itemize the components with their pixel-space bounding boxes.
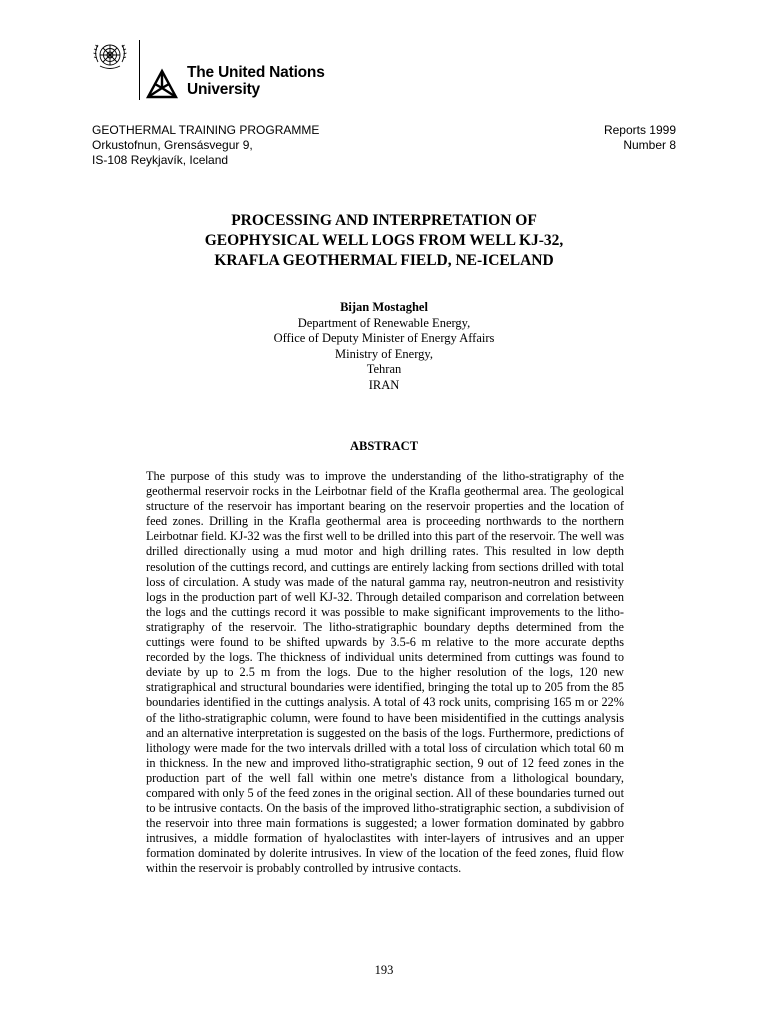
author-block — [0, 300, 768, 393]
title-line: GEOPHYSICAL WELL LOGS FROM WELL KJ-32, — [204, 232, 564, 249]
paper-title — [0, 211, 768, 271]
un-emblem-icon — [92, 38, 128, 74]
author-name: Bijan Mostaghel — [340, 300, 428, 314]
logo-divider — [139, 40, 140, 100]
report-series: Reports 1999 — [603, 123, 676, 137]
affiliation-line: Ministry of Energy, — [335, 346, 433, 361]
logo-block — [92, 38, 352, 104]
affiliation-line: IRAN — [368, 377, 400, 392]
report-info — [604, 123, 676, 153]
page-number: 193 — [374, 963, 394, 977]
abstract-heading: ABSTRACT — [349, 439, 419, 453]
affiliation-line: Office of Deputy Minister of Energy Affairs — [273, 331, 495, 345]
address-street: Orkustofnun, Grensásvegur 9, — [92, 138, 253, 152]
report-number: Number 8 — [623, 138, 676, 152]
programme-name: GEOTHERMAL TRAINING PROGRAMME — [92, 123, 320, 137]
institution-name-line1: The United Nations — [187, 64, 325, 81]
address-city: IS-108 Reykjavík, Iceland — [92, 153, 229, 167]
programme-address — [92, 123, 319, 168]
affiliation-line: Department of Renewable Energy, — [297, 315, 471, 330]
institution-name — [187, 64, 325, 98]
title-line: KRAFLA GEOTHERMAL FIELD, NE-ICELAND — [214, 252, 554, 269]
unu-mark-icon — [145, 68, 179, 102]
title-line: PROCESSING AND INTERPRETATION OF — [231, 212, 537, 229]
institution-name-line2: University — [187, 81, 260, 98]
affiliation-line: Tehran — [366, 362, 402, 376]
abstract-body: The purpose of this study was to improve the understanding of the litho-stratigraphy of the geothermal reservoir rocks in the Leirbotnar field of the Krafla geothermal area. The geological structure of the reservoir has important bearing on the reservoir properties and the location of feed zones. Drilling in the Krafla geothermal area is proceeding northwards to the northern Leirbotnar field. KJ-32 was the first well to be drilled into this part of the reservoir. The well was drilled directionally using a mud motor and high drilling rates. This resulted in low depth resolution of the cuttings record, and cuttings are entirely lacking from sections drilled with total loss of circulation. A study was made of the natural gamma ray, neutron-neutron and resistivity logs in the production part of well KJ-32. Through detailed comparison and correlation between the logs and the cuttings record it was possible to make significant improvements to the litho-stratigraphy of the reservoir. The litho-stratigraphic boundary depths determined from the cuttings were found to be shifted upwards by 3.5-6 m relative to the more accurate depths recorded by the logs. The thickness of individual units determined from cuttings was found to deviate by up to 2.5 m from the logs. Due to the higher resolution of the logs, 120 new stratigraphical and structural boundaries were identified, bringing the total up to 205 from the 85 boundaries identified in the cuttings analysis. A total of 43 rock units, comprising 165 m or 22% of the litho-stratigraphic column, were found to have been misidentified in the cuttings analysis and an alternative interpretation is suggested on the basis of the logs. Furthermore, predictions of lithology were made for the two intervals drilled with a total loss of circulation which total 60 m in thickness. In the new and improved litho-stratigraphic section, 9 out of 12 feed zones in the production part of the well fall within one metre's distance from a lithological boundary, compared with only 5 of the feed zones in the original section. All of these boundaries turned out to be intrusive contacts. On the basis of the improved litho-stratigraphic section, a subdivision of the reservoir into three main formations is suggested; a lower formation dominated by gabbro intrusives, a middle formation of hyaloclastites with inter-layers of intrusives and an upper formation dominated by dolerite intrusives. In view of the location of the feed zones, fluid flow within the reservoir is probably controlled by intrusive contacts. — [146, 469, 624, 876]
